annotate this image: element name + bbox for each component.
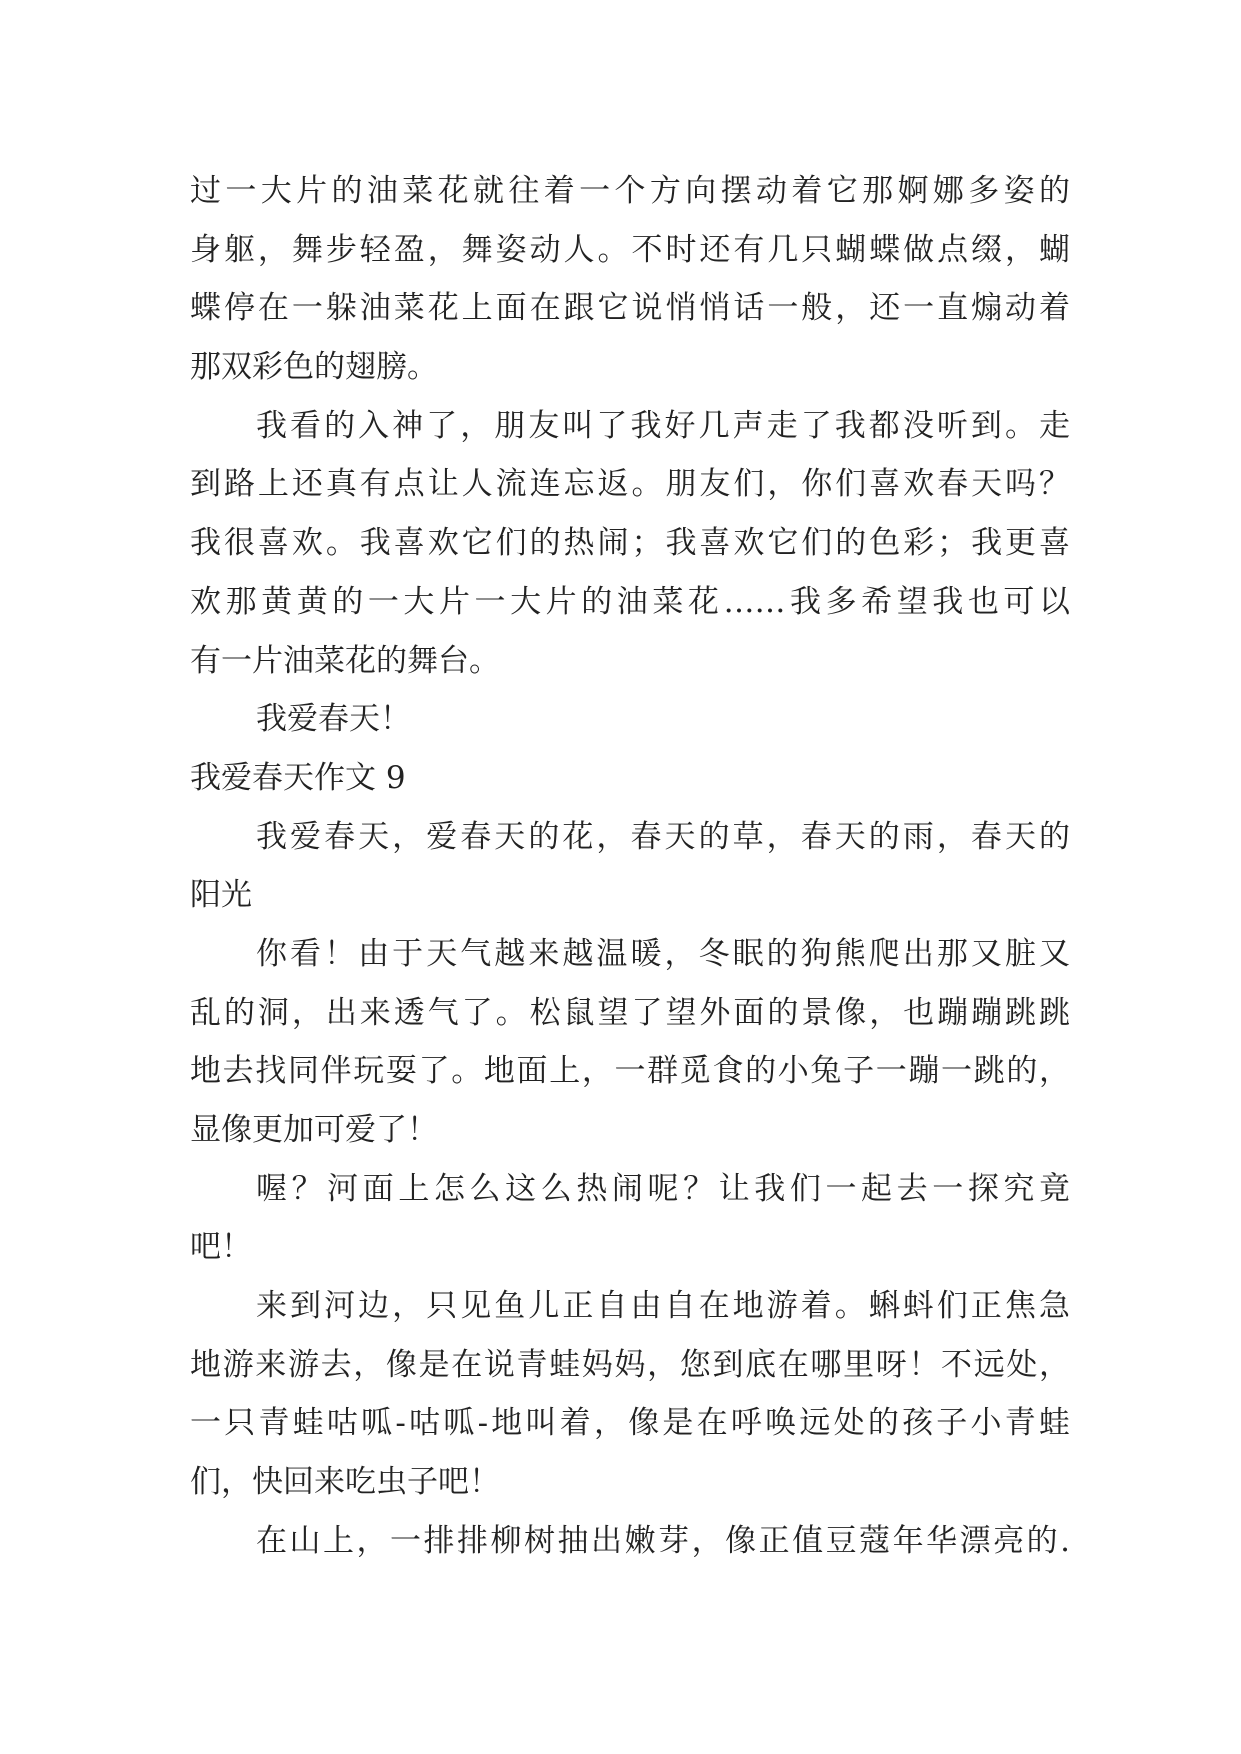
text-line: 到路上还真有点让人流连忘返。朋友们，你们喜欢春天吗？ bbox=[190, 466, 1070, 503]
text-line: 欢那黄黄的一大片一大片的油菜花……我多希望我也可以 bbox=[190, 583, 1070, 620]
text-line: 我爱春天！ bbox=[256, 701, 411, 738]
text-line: 我爱春天，爱春天的花，春天的草，春天的雨，春天的 bbox=[256, 818, 1070, 855]
text-line: 地去找同伴玩耍了。地面上，一群觅食的小兔子一蹦一跳的， bbox=[190, 1053, 1070, 1090]
essay-text bbox=[190, 162, 1070, 1571]
text-line: 那双彩色的翅膀。 bbox=[190, 349, 438, 386]
text-line: 你看！由于天气越来越温暖，冬眠的狗熊爬出那又脏又 bbox=[256, 935, 1070, 972]
text-line: 喔？河面上怎么这么热闹呢？让我们一起去一探究竟 bbox=[256, 1170, 1070, 1207]
text-line: 显像更加可爱了！ bbox=[190, 1112, 438, 1148]
text-line: 我爱春天作文 9 bbox=[190, 759, 406, 796]
text-line: 在山上，一排排柳树抽出嫩芽，像正值豆蔻年华漂亮的. bbox=[256, 1522, 1070, 1559]
text-line: 阳光 bbox=[190, 877, 252, 914]
text-line: 蝶停在一躲油菜花上面在跟它说悄悄话一般，还一直煽动着 bbox=[190, 290, 1070, 327]
text-line: 一只青蛙咕呱-咕呱-地叫着，像是在呼唤远处的孩子小青蛙 bbox=[190, 1405, 1070, 1442]
text-line: 我看的入神了，朋友叫了我好几声走了我都没听到。走 bbox=[256, 407, 1070, 444]
text-line: 我很喜欢。我喜欢它们的热闹；我喜欢它们的色彩；我更喜 bbox=[190, 525, 1070, 562]
text-line: 吧！ bbox=[190, 1229, 252, 1266]
text-line: 身躯，舞步轻盈，舞姿动人。不时还有几只蝴蝶做点缀，蝴 bbox=[190, 231, 1070, 268]
text-line: 过一大片的油菜花就往着一个方向摆动着它那婀娜多姿的 bbox=[190, 173, 1070, 209]
text-line: 有一片油菜花的舞台。 bbox=[190, 642, 500, 679]
text-line: 来到河边，只见鱼儿正自由自在地游着。蝌蚪们正焦急 bbox=[256, 1288, 1070, 1325]
text-line: 乱的洞，出来透气了。松鼠望了望外面的景像，也蹦蹦跳跳 bbox=[190, 994, 1070, 1031]
text-line: 地游来游去，像是在说青蛙妈妈，您到底在哪里呀！不远处， bbox=[190, 1346, 1070, 1383]
text-line: 们，快回来吃虫子吧！ bbox=[190, 1464, 500, 1501]
